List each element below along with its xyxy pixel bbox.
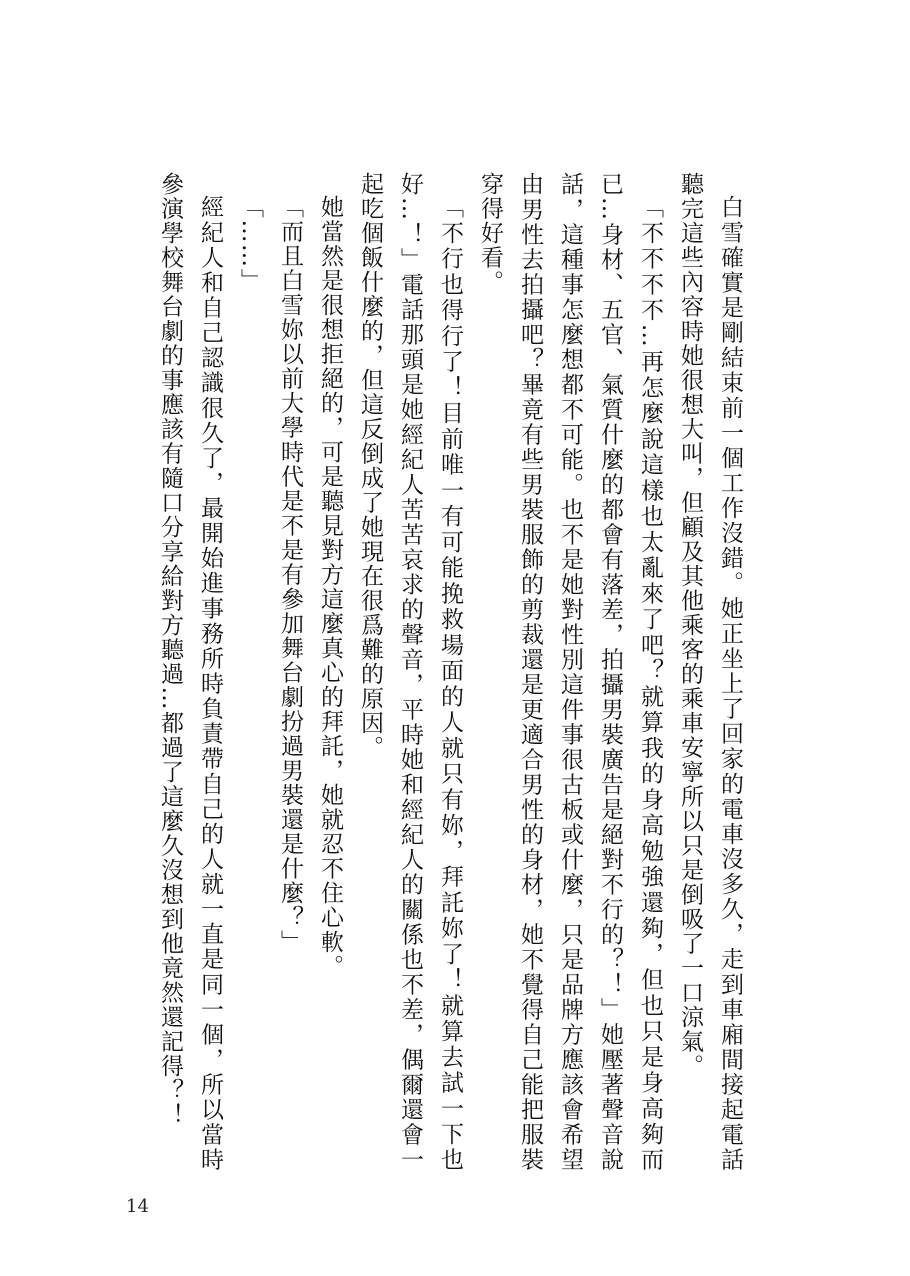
paragraph-1: 白雪確實是剛結束前一個工作沒錯。她正坐上了回家的電車沒多久，走到車廂間接起電話聽完這些內容時她很想大叫，但顧及其他乘客的乘車安寧所以只是倒吸了一口涼氣。 [677,172,743,1172]
paragraph-5: 「而且白雪妳以前大學時代是不是有參加舞台劇扮過男裝還是什麼？」 [277,195,303,955]
paragraph-2: 「不不不不…再怎麼說這樣也太亂來了吧？就算我的身高勉強還夠，但也只是身高夠而已…身材、五官、氣質什麼的都會有落差，拍攝男裝廣告是絕對不行的？！」她壓著聲音說話，這種事怎麼想都不可能。也不是她對性別這件事很古板或什麼，只是品牌方應該會希望由男性去拍攝吧？畢竟有些男裝服飾的剪裁還是更適合男性的身材，她不覺得自己能把服裝穿得好看。 [477,172,663,1172]
paragraph-7: 經紀人和自己認識很久了，最開始進事務所時負責帶自己的人就一直是同一個，所以當時參演學校舞台劇的事應該有隨口分享給對方聽過…都過了這麼久沒想到他竟然還記得？！ [157,172,223,1172]
paragraph-3: 「不行也得行了！目前唯一有可能挽救場面的人就只有妳，拜託妳了！就算去試一下也好…！」電話那頭是她經紀人苦苦哀求的聲音，平時她和經紀人的關係也不差，偶爾還會一起吃個飯什麼的，但這反倒成了她現在很爲難的原因。 [357,172,463,1172]
page-number: 14 [126,1196,149,1217]
paragraph-6: 「……」 [237,195,263,293]
body-text [150,172,750,1172]
paragraph-4: 她當然是很想拒絕的，可是聽見對方這麼真心的拜託，她就忍不住心軟。 [317,195,343,979]
